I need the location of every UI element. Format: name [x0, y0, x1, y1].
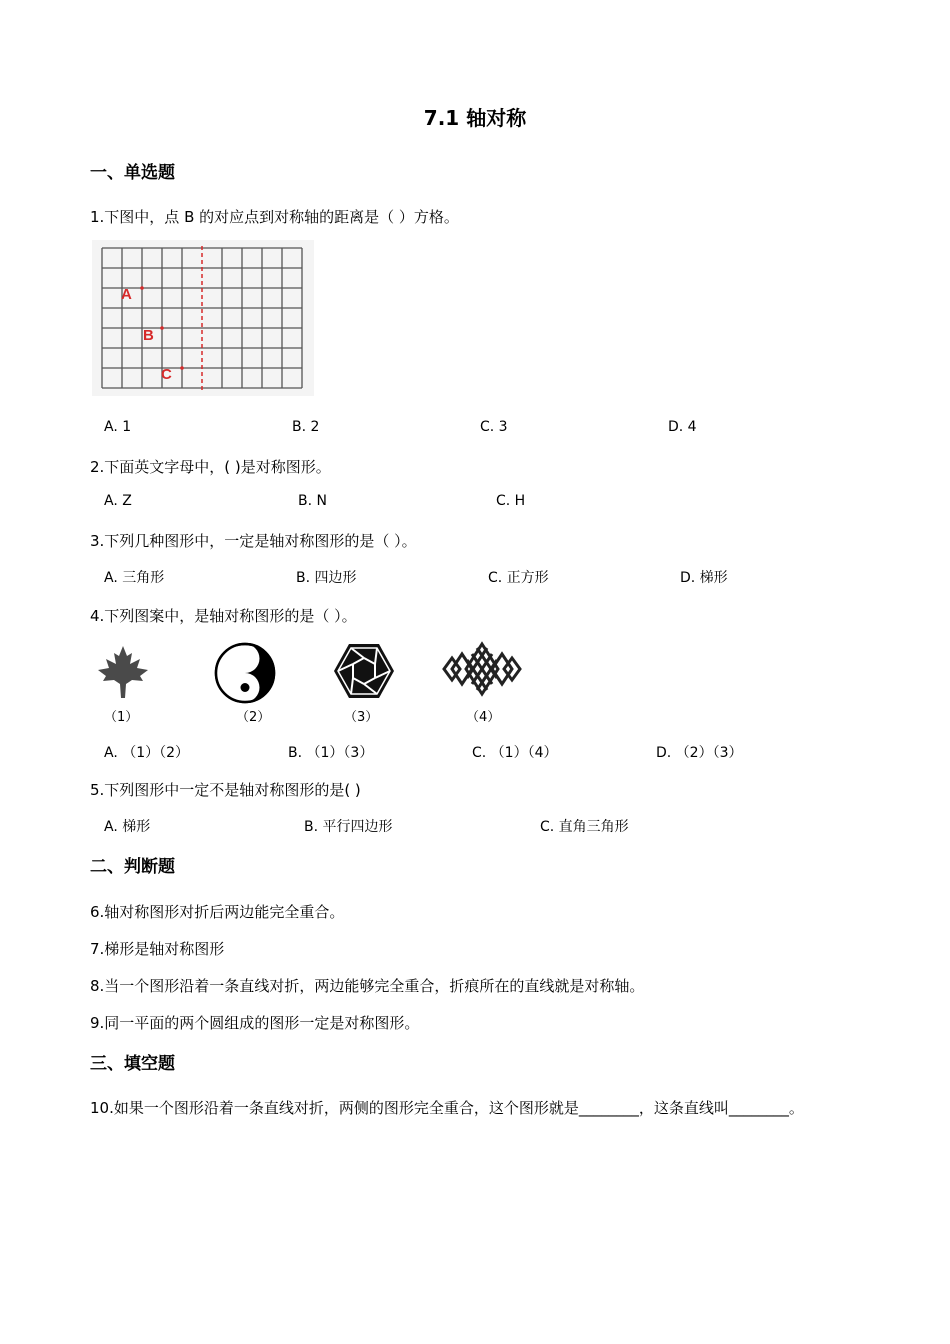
question-10-text: 10.如果一个图形沿着一条直线对折，两侧的图形完全重合，这个图形就是________，这条直线叫________。 [90, 1099, 804, 1117]
hexagon-pattern-icon [333, 642, 395, 700]
question-1-option-c[interactable]: C. 3 [480, 419, 508, 435]
question-3-option-c[interactable]: C. 正方形 [488, 570, 549, 586]
point-c-dot [180, 366, 184, 370]
point-a-label: A [121, 286, 132, 303]
section-heading-fill-blank: 三、填空题 [90, 1054, 175, 1074]
question-1-text: 1.下图中，点 B 的对应点到对称轴的距离是（ ）方格。 [90, 208, 459, 226]
section-heading-single-choice: 一、单选题 [90, 163, 175, 183]
question-5-text: 5.下列图形中一定不是轴对称图形的是( ) [90, 781, 361, 799]
question-8-text: 8.当一个图形沿着一条直线对折，两边能够完全重合，折痕所在的直线就是对称轴。 [90, 977, 645, 995]
question-3-option-d[interactable]: D. 梯形 [680, 570, 728, 586]
endless-knot-icon [442, 640, 522, 698]
question-1-option-d[interactable]: D. 4 [668, 419, 697, 435]
question-1-option-a[interactable]: A. 1 [104, 419, 132, 435]
question-2-option-b[interactable]: B. N [298, 493, 327, 509]
yin-yang-icon [214, 642, 276, 704]
question-7-text: 7.梯形是轴对称图形 [90, 940, 225, 958]
point-b-label: B [143, 327, 154, 344]
question-5-option-a[interactable]: A. 梯形 [104, 819, 151, 835]
question-4-text: 4.下列图案中，是轴对称图形的是（ ）。 [90, 607, 357, 625]
question-3-option-b[interactable]: B. 四边形 [296, 570, 357, 586]
question-4-option-b[interactable]: B. （1）（3） [288, 745, 374, 761]
question-2-text: 2.下面英文字母中，( )是对称图形。 [90, 458, 331, 476]
question-2-option-c[interactable]: C. H [496, 493, 526, 509]
section-heading-true-false: 二、判断题 [90, 857, 175, 877]
question-1-grid-figure [92, 240, 314, 396]
point-a-dot [140, 286, 144, 290]
question-6-text: 6.轴对称图形对折后两边能完全重合。 [90, 903, 345, 921]
question-3-option-a[interactable]: A. 三角形 [104, 570, 165, 586]
question-9-text: 9.同一平面的两个圆组成的图形一定是对称图形。 [90, 1014, 420, 1032]
maple-leaf-icon [94, 644, 152, 700]
point-c-label: C [161, 366, 172, 383]
figure-1-caption: （1） [104, 710, 139, 725]
figure-2-caption: （2） [236, 710, 271, 725]
figure-3-caption: （3） [344, 710, 379, 725]
question-5-option-b[interactable]: B. 平行四边形 [304, 819, 393, 835]
question-3-text: 3.下列几种图形中，一定是轴对称图形的是（ ）。 [90, 532, 417, 550]
question-4-option-c[interactable]: C. （1）（4） [472, 745, 558, 761]
question-4-option-a[interactable]: A. （1）（2） [104, 745, 190, 761]
point-b-dot [160, 326, 164, 330]
page-title: 7.1 轴对称 [423, 106, 527, 130]
question-5-option-c[interactable]: C. 直角三角形 [540, 819, 629, 835]
figure-4-caption: （4） [466, 710, 501, 725]
question-1-option-b[interactable]: B. 2 [292, 419, 320, 435]
question-2-option-a[interactable]: A. Z [104, 493, 132, 509]
question-4-option-d[interactable]: D. （2）（3） [656, 745, 743, 761]
